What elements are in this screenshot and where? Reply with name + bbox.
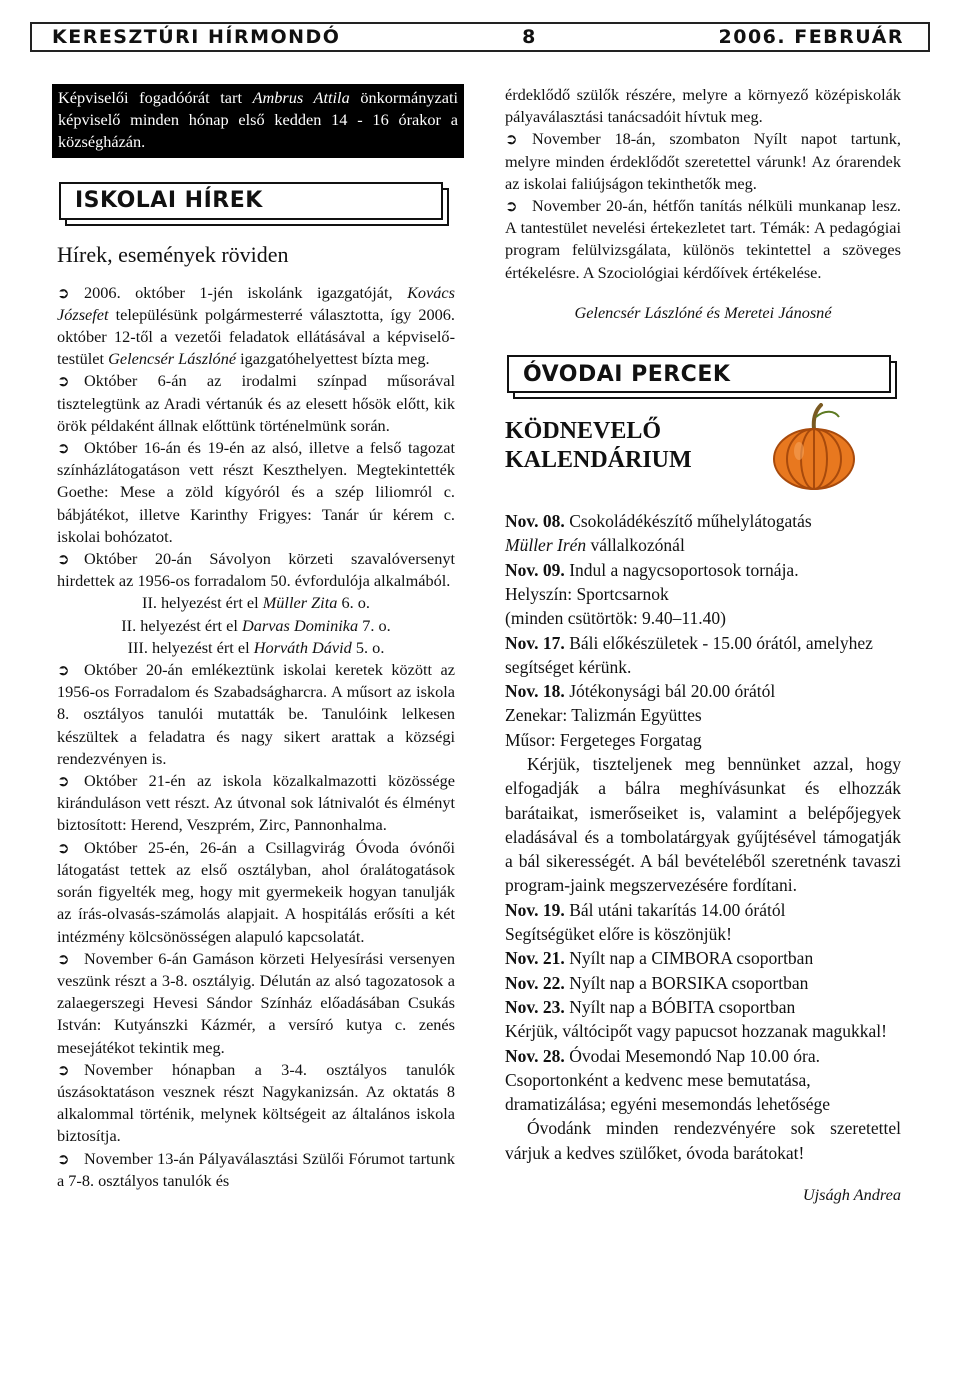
news-item: ➲ Október 16-án és 19-én az alsó, illetve a felső tagozat színházlátogatáson vett részt Keszthelyen. Megtekintették Goethe: Mese a zöld kígyóról és a szép liliomról c. bábjátékot, illetve Karinthy Frigyes: Tanár úr kérem c. iskolai bohózatot. (57, 438, 455, 546)
arrow-bullet-icon: ➲ (57, 661, 70, 680)
news-item: ➲ 2006. október 1-jén iskolánk igazgatóját, Kovács Józsefet településünk polgármesterré választotta, így 2006. október 12-től a vezetői feladatok ellátásával a képviselő-testület Gelencsér Lászlóné igazgatóhelyettest bízta meg. (57, 282, 455, 369)
award-line: II. helyezést ért el Müller Zita 6. o. (142, 593, 370, 613)
arrow-bullet-icon: ➲ (57, 1060, 70, 1079)
arrow-bullet-icon: ➲ (57, 283, 70, 302)
news-subheading: Hírek, események röviden (57, 241, 289, 267)
arrow-bullet-icon: ➲ (57, 439, 70, 458)
calendar-entry: Nov. 18. Jótékonysági bál 20.00 órától Zenekar: Talizmán Együttes Műsor: Fergeteges Forgatag (505, 681, 776, 750)
school-news-banner (59, 182, 443, 220)
right-column (505, 84, 901, 1205)
arrow-bullet-icon: ➲ (57, 550, 70, 569)
ball-invitation: Kérjük, tiszteljenek meg bennünket azzal, hogy elfogadják a bálra meghívásunkat és elhozzák barátaikat, ismerőseiket is, valamint a belépőjegyek eladásával és a tombolatárgyak gyűjtésével támogatják a bál sikerességét. A bál bevételéből szeretnénk tavaszi program-jaink megszervezésére fordítani. (505, 754, 901, 896)
notice-box: Képviselői fogadóórát tart Ambrus Attila önkormányzati képviselő minden hónap első kedden 14 - 16 órakor a községházán. (52, 84, 464, 158)
news-item: ➲ November 13-án Pályaválasztási Szülői Fórumot tartunk a 7-8. osztályos tanulók és (57, 1148, 455, 1190)
banner-title: ISKOLAI HÍREK (75, 188, 263, 214)
arrow-bullet-icon: ➲ (505, 197, 518, 216)
representative-name: Ambrus Attila (252, 88, 350, 107)
arrow-bullet-icon: ➲ (57, 372, 70, 391)
news-item: ➲ November 6-án Gamáson körzeti Helyesírási versenyen veszünk részt a 3-8. osztályig. Délután az alsó tagozatosok a zalaegerszegi Hevesi Sándor Színház előadásában Csukás István: Kutyánszki Kázmér, a versíró kutya c. zenés mesejátékot tekintik meg. (57, 948, 455, 1057)
newsletter-title: KERESZTÚRI HÍRMONDÓ (52, 26, 341, 48)
calendar-entry: Nov. 09. Indul a nagycsoportosok tornája. Helyszín: Sportcsarnok (minden csütörtök: 9.40–11.40) (505, 559, 799, 629)
calendar-entry: Nov. 28. Óvodai Mesemondó Nap 10.00 óra. Csoportonként a kedvenc mese bemutatása, dramatizálása; egyéni mesemondás lehetősége (505, 1045, 831, 1115)
calendar-entry: Nov. 17. Báli előkészületek - 15.00 órától, amelyhez segítséget kérünk. (505, 632, 873, 677)
arrow-bullet-icon: ➲ (505, 130, 518, 149)
banner-title: ÓVODAI PERCEK (523, 361, 731, 387)
news-item: ➲ Október 20-án Sávolyon körzeti szavalóversenyt hirdettek az 1956-os forradalom 50. évfordulója alkalmából. (57, 549, 455, 591)
arrow-bullet-icon: ➲ (57, 1149, 70, 1168)
award-line: III. helyezést ért el Horváth Dávid 5. o. (127, 637, 385, 657)
arrow-bullet-icon: ➲ (57, 772, 70, 791)
kindergarten-banner (507, 355, 891, 393)
news-item: ➲ Október 25-én, 26-án a Csillagvirág Óvoda óvónői látogatást tettek az első osztályban, ahol óralátogatások során figyelték meg, hogy mit gyermekeik hogyan tanulják az írás-olvasás-számolás alapjait. A hospitálás erősíti a két intézmény kölcsönösségen alapuló kapcsolatát. (57, 837, 455, 946)
news-item: ➲ Október 21-én az iskola közalkalmazotti közössége kiránduláson vett részt. Az útvonal sok látnivalót és élményt biztosított: Herend, Veszprém, Zirc, Pannonhalma. (57, 771, 455, 835)
calendar-entry: Nov. 21. Nyílt nap a CIMBORA csoportban (505, 948, 814, 969)
page-header (30, 22, 930, 52)
school-news-signature: Gelencsér Lászlóné és Meretei Jánosné (574, 302, 832, 322)
pumpkin-icon (769, 403, 859, 493)
calendar-title: KÖDNEVELŐ KALENDÁRIUM (505, 418, 692, 474)
news-item: ➲ November 18-án, szombaton Nyílt napot tartunk, melyre minden érdeklődőt szeretettel várunk! Az órarendek az iskolai faliújságon tekinthetők meg. (505, 129, 901, 193)
calendar-header (505, 417, 901, 499)
award-line: II. helyezést ért el Darvas Dominika 7. o. (121, 615, 391, 635)
closing-invitation: Óvodánk minden rendezvényére sok szeretettel várjuk a kedves szülőket, óvoda barátokat! (505, 1118, 901, 1163)
calendar-entry: Nov. 19. Bál utáni takarítás 14.00 órától Segítségüket előre is köszönjük! (505, 899, 786, 945)
page-number: 8 (522, 26, 537, 48)
kindergarten-signature: Ujságh Andrea (802, 1185, 901, 1205)
issue-date: 2006. FEBRUÁR (718, 26, 904, 48)
calendar-entry: Nov. 08. Csokoládékészítő műhelylátogatás Müller Irén vállalkozónál (505, 511, 812, 556)
news-item: ➲ November 20-án, hétfőn tanítás nélküli munkanap lesz. A tantestület nevelési értekezletet tart. Témák: A pedagógiai program felülvizsgálata, különös tekintettel a szöveges értékelésre. A Szociológiai kérdőívek értékelése. (505, 196, 901, 282)
calendar-entry: Nov. 22. Nyílt nap a BORSIKA csoportban (505, 972, 809, 993)
arrow-bullet-icon: ➲ (57, 838, 70, 857)
arrow-bullet-icon: ➲ (57, 949, 70, 968)
news-item: ➲ Október 6-án az irodalmi színpad műsorával tisztelegtünk az Aradi vértanúk és az elesett hősök előtt, kik örök példaként állnak előttünk történelmünk során. (57, 371, 455, 435)
news-item: ➲ Október 20-án emlékeztünk iskolai keretek között az 1956-os Forradalom és Szabadságharcra. A műsort az iskola 8. osztályos tanulói mutatták be. Tanulóink lelkesen készültek a feladatra és nagy sikert arattak a községi rendezvényen is. (57, 660, 455, 768)
calendar-entry: Nov. 23. Nyílt nap a BÓBITA csoportban Kérjük, váltócipőt vagy papucsot hozzanak magukkal! (505, 996, 887, 1042)
news-item-continued: érdeklődő szülők részére, melyre a környező középiskolák pályaválasztási tanácsadóit hívtuk meg. (505, 85, 901, 127)
left-column (57, 84, 458, 1192)
news-item: ➲ November hónapban a 3-4. osztályos tanulók úszásoktatáson vesznek részt Nagykanizsán. Az oktatás 8 alkalommal történik, melynek költségeit az általános iskola biztosítja. (57, 1059, 455, 1146)
